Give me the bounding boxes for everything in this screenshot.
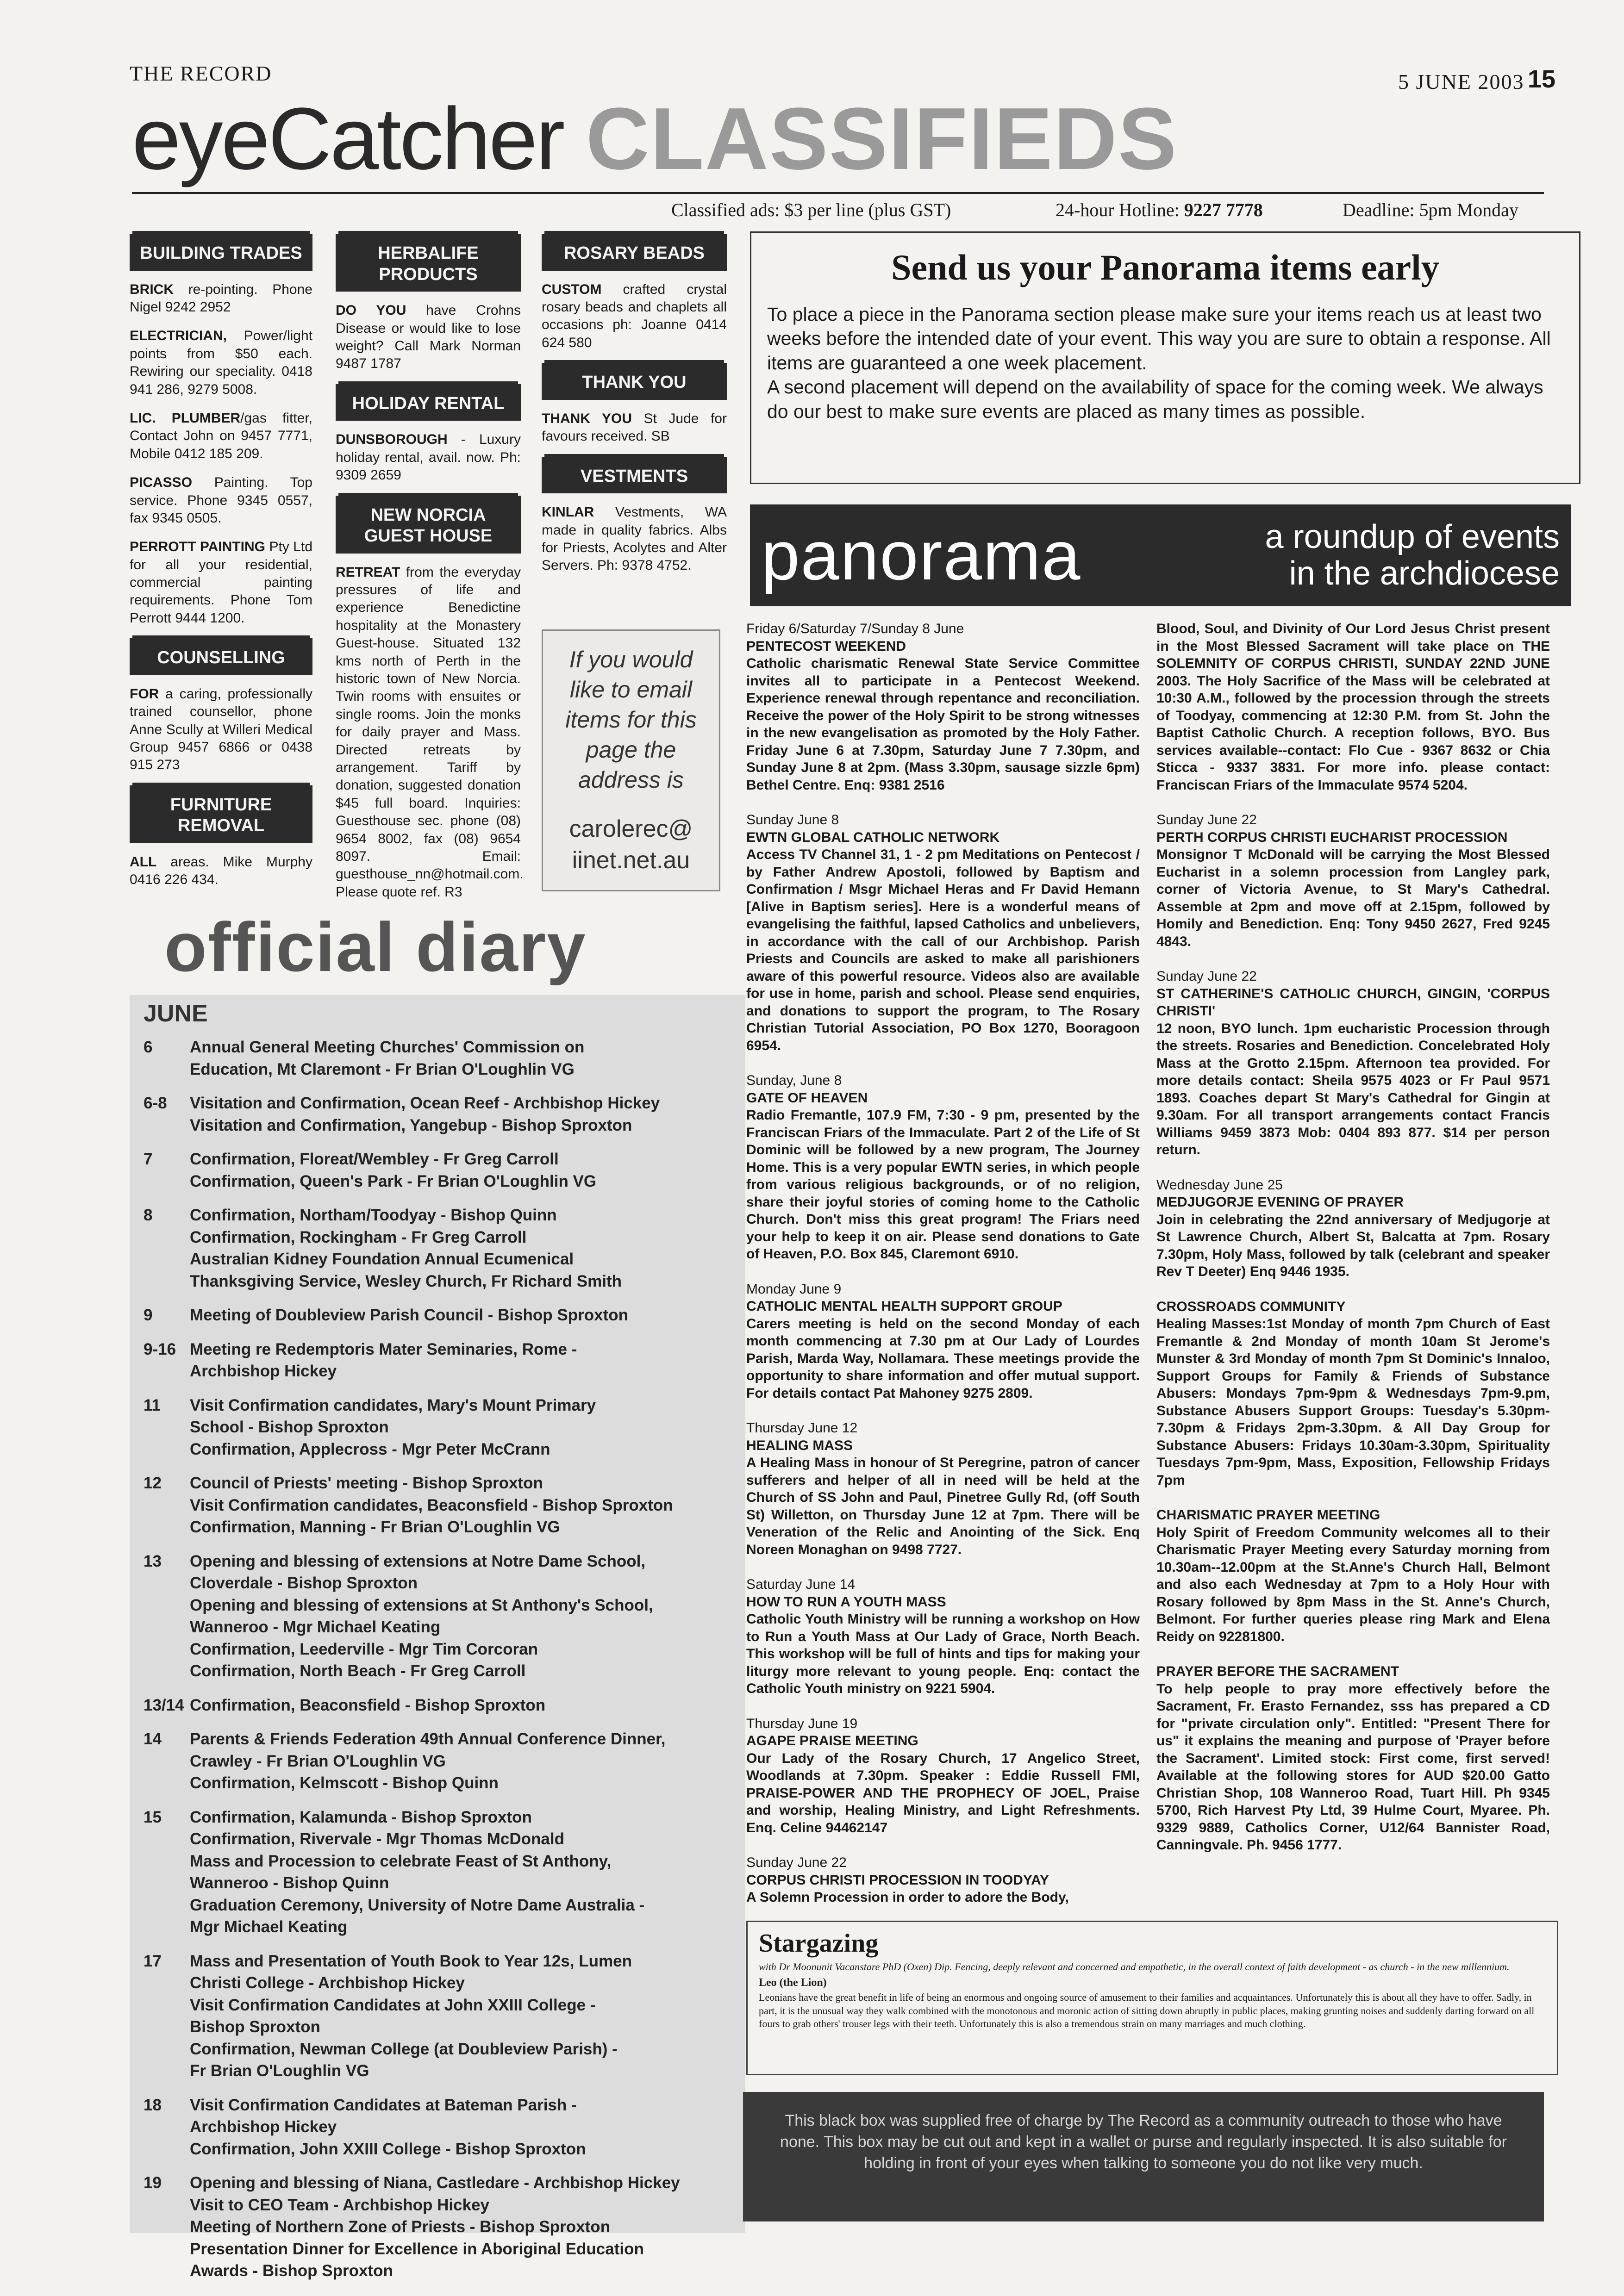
publication-name: THE RECORD <box>130 62 272 85</box>
brand-eye: eye <box>132 90 269 188</box>
ad-text: crafted crystal rosary beads and chaplets all occasions ph: Joanne 0414 624 580 <box>542 281 727 350</box>
ad-text: St Jude for favours received. SB <box>542 411 727 444</box>
event-date: Sunday June 22 <box>1156 969 1257 984</box>
diary-line: Visit Confirmation candidates, Mary's Mount Primary <box>190 1396 596 1414</box>
panorama-event <box>746 1854 1140 1906</box>
diary-line: Confirmation, Kelmscott - Bishop Quinn <box>190 1774 499 1792</box>
diary-line: Australian Kidney Foundation Annual Ecumenical <box>190 1250 574 1268</box>
event-title: GATE OF HEAVEN <box>746 1090 868 1106</box>
event-body: Blood, Soul, and Divinity of Our Lord Jesus Christ present in the Most Blessed Sacrament will take place on THE SOLEMNITY OF CORPUS CHRISTI, SUNDAY 22ND JUNE 2003. The Holy Sacrifice of the Mass will be celebrated at 10:30 A.M., followed by the procession through the streets of Toodyay, commencing at 12:30 P.M. from St. John the Baptist Catholic Church. A reception follows, BYO. Bus services available--contact: Flo Cue - 9367 8632 or Chia Sticca - 9337 3831. For more info. please contact: Franciscan Friars of the Immaculate 9574 5204. <box>1156 621 1550 793</box>
event-title: CHARISMATIC PRAYER MEETING <box>1156 1507 1380 1523</box>
diary-line: Confirmation, Leederville - Mgr Tim Corcoran <box>190 1640 538 1658</box>
ad-text: re-pointing. Phone Nigel 9242 2952 <box>130 281 312 315</box>
diary-entry <box>144 1149 731 1193</box>
diary-line: Meeting re Redemptoris Mater Seminaries, Rome - <box>190 1340 577 1358</box>
diary-line: Archbishop Hickey <box>190 2118 337 2136</box>
classified-ad <box>336 564 524 901</box>
panorama-event <box>1156 1506 1550 1645</box>
panorama-notice <box>750 231 1580 484</box>
diary-day: 6 <box>144 1038 153 1056</box>
category-heading: ROSARY BEADS <box>542 234 727 271</box>
classified-ad <box>130 538 312 627</box>
category-heading: VESTMENTS <box>542 457 727 494</box>
category-heading: FURNITURE REMOVAL <box>130 785 312 843</box>
official-diary <box>130 995 745 2280</box>
event-body: 12 noon, BYO lunch. 1pm eucharistic Procession through the streets. Rosaries and Benediction. Concelebrated Holy Mass at the Grotto 2.15pm. Afternoon tea provided. For more details contact: Sheila 9575 4023 or Fr Paul 9571 1893. Coaches depart St Mary's Cathedral for Gingin at 9.30am. For all transport arrangements contact Francis Williams 9459 3873 Mob: 0404 893 877. $14 per person return. <box>1156 1020 1550 1157</box>
event-body: Monsignor T McDonald will be carrying the Most Blessed Eucharist in a solemn procession from Langley park, corner of Victoria Avenue, to St Mary's Cathedral. Assemble at 2pm and move off at 2.15pm, followed by Homily and Benediction. Enq: Tony 9450 2627, Fred 9245 4843. <box>1156 847 1550 949</box>
ad-lead: KINLAR <box>542 504 594 520</box>
panorama-event <box>1156 620 1550 794</box>
classified-ad <box>542 410 727 446</box>
diary-title: official diary <box>164 908 587 986</box>
event-date: Thursday June 12 <box>746 1420 858 1436</box>
diary-day: 13/14 <box>144 1696 184 1714</box>
diary-line: Crawley - Fr Brian O'Loughlin VG <box>190 1752 446 1770</box>
diary-line: Mgr Michael Keating <box>190 1918 348 1936</box>
diary-lines <box>190 1473 673 1539</box>
classified-ad <box>130 327 312 398</box>
diary-line: Mass and Presentation of Youth Book to Year 12s, Lumen <box>190 1952 632 1970</box>
diary-line: Annual General Meeting Churches' Commission on <box>190 1038 585 1056</box>
stargazing-sign: Leo (the Lion) <box>759 1977 827 1989</box>
diary-lines <box>190 1205 622 1293</box>
diary-entry <box>144 2172 731 2283</box>
diary-line: Visit Confirmation Candidates at John XXIII College - <box>190 1996 596 2014</box>
diary-day: 8 <box>144 1206 153 1224</box>
diary-entry <box>144 1205 731 1293</box>
masthead-rule <box>132 192 1544 194</box>
diary-line: Confirmation, Beaconsfield - Bishop Sproxton <box>190 1696 546 1714</box>
panorama-subtitle <box>1265 519 1560 592</box>
ad-text: a caring, professionally trained counsellor, phone Anne Scully at Willeri Medical Group 9457 6866 or 0438 915 273 <box>130 686 312 773</box>
diary-entry <box>144 1695 731 1717</box>
event-date: Friday 6/Saturday 7/Sunday 8 June <box>746 621 964 636</box>
page-number: 15 <box>1528 65 1556 93</box>
diary-line: Bishop Sproxton <box>190 2018 320 2036</box>
diary-day: 18 <box>144 2096 162 2114</box>
diary-line: Presentation Dinner for Excellence in Aboriginal Education <box>190 2240 644 2258</box>
diary-line: Visit Confirmation candidates, Beaconsfield - Bishop Sproxton <box>190 1496 673 1514</box>
panorama-event <box>746 1576 1140 1698</box>
classified-ad <box>130 281 312 317</box>
event-body: Carers meeting is held on the second Monday of each month commencing at 7.30 pm at Our Lady of Lourdes Parish, Marda Way, Nollamara. These meetings provide the opportunity to share information and offer mutual support. For details contact Pat Mahoney 9275 2809. <box>746 1316 1140 1401</box>
diary-lines <box>190 1551 653 1683</box>
ad-lead: DO YOU <box>336 303 406 318</box>
diary-day: 11 <box>144 1396 161 1414</box>
ad-text: Painting. Top service. Phone 9345 0557, fax 9345 0505. <box>130 475 312 526</box>
event-body: Join in celebrating the 22nd anniversary of Medjugorje at St Lawrence Church, Albert St, Balcatta at 7pm. Rosary 7.30pm, Holy Mass, followed by talk (celebrant and speaker Rev T Deeter) Enq 9446 1935. <box>1156 1212 1550 1279</box>
event-date: Sunday June 8 <box>746 812 839 828</box>
panorama-event <box>1156 1663 1550 1854</box>
notice-paragraph-1: To place a piece in the Panorama section please make sure your items reach us at least two weeks before the intended date of your event. This way you are sure to obtain a response. All items are guaranteed a one week placement. <box>767 304 1551 373</box>
category-heading: NEW NORCIA GUEST HOUSE <box>336 496 521 554</box>
diary-lines <box>190 2095 586 2161</box>
event-date: Sunday June 22 <box>1156 812 1257 828</box>
stargazing-title: Stargazing <box>759 1929 879 1958</box>
hotline <box>1056 199 1263 221</box>
panorama-subtitle-2: in the archdiocese <box>1289 555 1560 592</box>
issue-date: 5 JUNE 2003 <box>1398 70 1524 93</box>
diary-line: Graduation Ceremony, University of Notre Dame Australia - <box>190 1896 645 1914</box>
diary-line: Cloverdale - Bishop Sproxton <box>190 1574 418 1592</box>
event-title: EWTN GLOBAL CATHOLIC NETWORK <box>746 829 1000 845</box>
email-address[interactable]: carolerec@ iinet.net.au <box>569 815 693 874</box>
panorama-subtitle-1: a roundup of events <box>1265 518 1560 555</box>
event-date: Monday June 9 <box>746 1281 842 1297</box>
ad-lead: FOR <box>130 686 159 702</box>
diary-entry <box>144 1339 731 1383</box>
panorama-event <box>746 1715 1140 1837</box>
diary-day: 15 <box>144 1808 162 1826</box>
brand-catcher: Catcher <box>268 90 563 188</box>
category-heading: HERBALIFE PRODUCTS <box>336 234 521 292</box>
diary-line: Confirmation, Rivervale - Mgr Thomas McDonald <box>190 1830 564 1848</box>
diary-entry <box>144 1551 731 1683</box>
diary-lines <box>190 1729 666 1795</box>
classified-ad <box>336 302 521 373</box>
diary-line: Opening and blessing of extensions at Notre Dame School, <box>190 1552 646 1570</box>
diary-entry <box>144 1395 731 1461</box>
panorama-event <box>1156 1298 1550 1489</box>
event-title: MEDJUGORJE EVENING OF PRAYER <box>1156 1195 1404 1210</box>
diary-line: Confirmation, Rockingham - Fr Greg Carroll <box>190 1228 527 1246</box>
event-body: Catholic Youth Ministry will be running a workshop on How to Run a Youth Mass at Our Lady of Grace, North Beach. This workshop will be full of hints and tips for making your liturgy more relevant to young people. Enq: contact the Catholic Youth ministry on 9221 5904. <box>746 1612 1140 1696</box>
classified-ad <box>130 853 312 889</box>
ad-text: areas. Mike Murphy 0416 226 434. <box>130 854 312 888</box>
diary-line: Wanneroo - Mgr Michael Keating <box>190 1618 441 1636</box>
ad-text: - Luxury holiday rental, avail. now. Ph: 9309 2659 <box>336 432 521 483</box>
panorama-header <box>750 504 1571 606</box>
diary-entry <box>144 1729 731 1795</box>
diary-lines <box>190 1695 545 1717</box>
ad-text: Power/light points from $50 each. Rewiring our speciality. 0418 941 286, 9279 5008. <box>130 328 312 397</box>
diary-line: Education, Mt Claremont - Fr Brian O'Loughlin VG <box>190 1060 575 1078</box>
classifieds-col1 <box>130 234 312 900</box>
event-title: HOW TO RUN A YOUTH MASS <box>746 1594 946 1610</box>
diary-lines <box>190 1395 596 1461</box>
diary-day: 17 <box>144 1952 162 1970</box>
diary-line: Visit Confirmation Candidates at Bateman Parish - <box>190 2096 577 2114</box>
diary-line: Opening and blessing of extensions at St Anthony's School, <box>190 1596 653 1614</box>
diary-entry <box>144 2095 731 2161</box>
panorama-event <box>1156 1176 1550 1281</box>
diary-line: Confirmation, North Beach - Fr Greg Carroll <box>190 1662 526 1680</box>
event-date: Sunday June 22 <box>746 1855 847 1870</box>
diary-line: Visitation and Confirmation, Yangebup - Bishop Sproxton <box>190 1116 632 1134</box>
ad-text: Pty Ltd for all your residential, commercial painting requirements. Phone Tom Perrott 9444 1200. <box>130 539 313 626</box>
rate-info: Classified ads: $3 per line (plus GST) <box>671 199 951 220</box>
category-heading: THANK YOU <box>542 363 727 400</box>
diary-day: 9-16 <box>144 1340 176 1358</box>
classifieds-col3 <box>542 234 727 586</box>
diary-line: Visitation and Confirmation, Ocean Reef - Archbishop Hickey <box>190 1094 660 1112</box>
event-body: Radio Fremantle, 107.9 FM, 7:30 - 9 pm, presented by the Franciscan Friars of the Immaculate. Part 2 of the Life of St Dominic will be followed by a new program, The Journey Home. This is a very popular EWTN series, in which people from various religious backgrounds, or of no religion, share their joyful stories of coming home to the Catholic Church. Don't miss this great program! The Friars need your help to keep it on air. Please send donations to Gate of Heaven, P.O. Box 845, Claremont 6910. <box>746 1108 1140 1262</box>
ad-lead: RETREAT <box>336 564 400 580</box>
black-box <box>743 2092 1544 2221</box>
diary-line: Awards - Bishop Sproxton <box>190 2262 393 2280</box>
diary-line: Christi College - Archbishop Hickey <box>190 1974 465 1992</box>
diary-line: Fr Brian O'Loughlin VG <box>190 2062 369 2080</box>
diary-lines <box>190 1339 577 1383</box>
ad-lead: LIC. PLUMBER <box>130 410 241 426</box>
diary-day: 9 <box>144 1306 153 1324</box>
classified-ad <box>542 504 727 575</box>
ad-lead: PERROTT PAINTING <box>130 539 265 555</box>
event-title: PERTH CORPUS CHRISTI EUCHARIST PROCESSION <box>1156 829 1508 845</box>
event-date: Saturday June 14 <box>746 1577 856 1592</box>
diary-day: 14 <box>144 1730 162 1748</box>
diary-line: Confirmation, Kalamunda - Bishop Sproxton <box>190 1808 532 1826</box>
event-date: Wednesday June 25 <box>1156 1177 1283 1193</box>
event-title: PENTECOST WEEKEND <box>746 638 906 654</box>
event-body: Healing Masses:1st Monday of month 7pm Church of East Fremantle & 2nd Monday of month 10am St Jerome's Munster & 3rd Monday of month 7pm St Dominic's Innaloo, Support Groups for Family & Friends of Substance Abusers: Mondays 7pm-9pm & Wednesdays 7pm-9.pm, Substance Abusers Support Groups: Tuesday's 5.30pm-7.30pm & Fridays 2pm-3.30pm. & All Day Group for Substance Abusers: Fridays 10.30am-3.30pm, Spirituality Tuesdays 7pm-9pm, Mass, Exposition, Fellowship Fridays 7pm <box>1156 1316 1550 1488</box>
diary-line: Archbishop Hickey <box>190 1362 337 1380</box>
diary-line: Meeting of Doubleview Parish Council - Bishop Sproxton <box>190 1306 628 1324</box>
email-box-text: If you would like to email items for this page the address is <box>565 647 697 793</box>
diary-line: Mass and Procession to celebrate Feast of St Anthony, <box>190 1852 612 1870</box>
panorama-event <box>746 620 1140 794</box>
classified-ad <box>130 685 312 774</box>
diary-lines <box>190 1305 628 1327</box>
classified-ad <box>336 431 521 484</box>
diary-line: Confirmation, John XXIII College - Bishop Sproxton <box>190 2140 586 2158</box>
event-title: AGAPE PRAISE MEETING <box>746 1733 918 1748</box>
panorama-event <box>746 1419 1140 1558</box>
panorama-col-left <box>746 620 1140 1924</box>
stargazing-box <box>746 1921 1558 2075</box>
diary-entry <box>144 1473 731 1539</box>
diary-line: School - Bishop Sproxton <box>190 1418 389 1436</box>
event-date: Thursday June 19 <box>746 1716 858 1731</box>
diary-day: 19 <box>144 2174 162 2192</box>
event-body: Our Lady of the Rosary Church, 17 Angelico Street, Woodlands at 7.30pm. Speaker : Eddie Russell FMI, PRAISE-POWER AND THE PROPHECY OF JOEL, Praise and worship, Healing Ministry, and Light Refreshments. Enq. Celine 94462147 <box>746 1750 1140 1836</box>
hotline-number: 9227 7778 <box>1184 199 1263 220</box>
brand-classifieds: CLASSIFIEDS <box>586 90 1178 188</box>
ad-lead: PICASSO <box>130 475 193 491</box>
diary-lines <box>190 1149 596 1193</box>
panorama-col-right <box>1156 620 1550 1872</box>
panorama-event <box>746 811 1140 1054</box>
stargazing-text: Leonians have the great benefit in life of being an enormous and ongoing source of amusement to their families and acquaintances. Unfortunately this is about all they have to offer. Sadly, in part, it is the unusual way they walk combined with the monotonous and moronic action of sitting down abruptly in public places, making grunting noises and suddenly darting forward on all fours to grab others' trouser legs with their teeth. Unfortunately this is also a tremendous strain on many marriages and much clothing. <box>759 1991 1535 2030</box>
event-title: PRAYER BEFORE THE SACRAMENT <box>1156 1664 1399 1679</box>
event-body: Holy Spirit of Freedom Community welcomes all to their Charismatic Prayer Meeting every Saturday morning from 10.30am--12.00pm at the St.Anne's Church Hall, Belmont and also each Wednesday at 7pm to a Holy Hour with Rosary followed by 8pm Mass in the St. Anne's Church, Belmont. For further queries please ring Mark and Elena Reidy on 92281800. <box>1156 1524 1550 1644</box>
ad-lead: DUNSBOROUGH <box>336 432 448 448</box>
diary-lines <box>190 1037 584 1081</box>
notice-paragraph-2: A second placement will depend on the availability of space for the coming week. We always do our best to make sure events are placed as many times as possible. <box>767 376 1543 422</box>
event-body: Catholic charismatic Renewal State Service Committee invites all to participate in a Pentecost Weekend. Experience renewal through repentance and reconciliation. Receive the power of the Holy Spirit to be strong witnesses in the new evangelisation as promoted by the Holy Father. Friday June 6 at 7.30pm, Saturday June 7 7.30pm, and Sunday June 8 at 2pm. (Mass 3.30pm, sausage sizzle 6pm) Bethel Centre. Enq: 9381 2516 <box>746 656 1140 793</box>
diary-day: 7 <box>144 1150 153 1168</box>
diary-line: Wanneroo - Bishop Quinn <box>190 1874 389 1892</box>
diary-line: Confirmation, Northam/Toodyay - Bishop Quinn <box>190 1206 557 1224</box>
email-box <box>542 629 720 891</box>
diary-line: Meeting of Northern Zone of Priests - Bishop Sproxton <box>190 2218 611 2236</box>
ad-lead: ELECTRICIAN, <box>130 328 227 344</box>
brand-title <box>132 90 1178 188</box>
diary-entry <box>144 1093 731 1137</box>
diary-entry <box>144 1305 731 1327</box>
diary-month: JUNE <box>144 1000 208 1027</box>
diary-line: Thanksgiving Service, Wesley Church, Fr Richard Smith <box>190 1272 622 1290</box>
ad-lead: THANK YOU <box>542 411 632 426</box>
diary-line: Confirmation, Newman College (at Doubleview Parish) - <box>190 2040 618 2058</box>
diary-line: Parents & Friends Federation 49th Annual Conference Dinner, <box>190 1730 666 1748</box>
event-title: HEALING MASS <box>746 1437 853 1453</box>
event-date: Sunday, June 8 <box>746 1073 842 1088</box>
event-title: ST CATHERINE'S CATHOLIC CHURCH, GINGIN, 'CORPUS CHRISTI' <box>1156 986 1550 1019</box>
diary-day: 12 <box>144 1474 162 1492</box>
event-body: Access TV Channel 31, 1 - 2 pm Meditations on Pentecost / by Father Andrew Apostoli, followed by Baptism and Confirmation / Msgr Michael Heras and Fr David Hemann [Alive in Baptism series]. Here is a wonderful means of evangelising the faithful, lapsed Catholics and unbelievers, in accordance with the call of our Archbishop. Parish Priests and Councils are asked to make all parishioners aware of this powerful resource. Videos also are available for use in home, parish and school. Please send enquiries, and donations to support the program, to The Rosary Christian Tutorial Association, PO Box 1270, Booragoon 6954. <box>746 847 1140 1053</box>
ad-text: from the everyday pressures of life and experience Benedictine hospitality at the Monastery Guest-house. Situated 132 kms north of Perth in the historic town of New Norcia. Twin rooms with ensuites or single rooms. Join the monks for daily prayer and Mass. Directed retreats by arrangement. Tariff by donation, suggested donation $45 full board. Inquiries: Guesthouse sec. phone (08) 9654 8002, fax (08) 9654 8097. Email: guesthouse_nn@hotmail.com. Please quote ref. R3 <box>336 564 524 900</box>
category-heading: BUILDING TRADES <box>130 234 312 271</box>
diary-entry <box>144 1037 731 1081</box>
diary-day: 13 <box>144 1552 162 1570</box>
ad-lead: CUSTOM <box>542 281 602 297</box>
event-body: To help people to pray more effectively before the Sacrament, Fr. Erasto Fernandez, sss has prepared a CD for "private circulation only". Entitled: "Present There for us" it explains the meaning and purpose of 'Prayer before the Sacrament'. Limited stock: First come, first served! Available at the following stores for AUD $20.00 Gatto Christian Shop, 108 Wanneroo Road, Tuart Hill. Ph 9345 5700, Rich Harvest Pty Ltd, 39 Hulme Court, Myaree. Ph. 9329 9889, Catholics Corner, U12/64 Bannister Road, Canningvale. Ph. 9456 1777. <box>1156 1681 1550 1853</box>
diary-line: Confirmation, Floreat/Wembley - Fr Greg Carroll <box>190 1150 559 1168</box>
diary-line: Confirmation, Queen's Park - Fr Brian O'Loughlin VG <box>190 1172 597 1190</box>
diary-lines <box>190 1951 632 2083</box>
event-title: CORPUS CHRISTI PROCESSION IN TOODYAY <box>746 1872 1049 1888</box>
panorama-event <box>1156 968 1550 1159</box>
diary-entry <box>144 1807 731 1939</box>
event-title: CATHOLIC MENTAL HEALTH SUPPORT GROUP <box>746 1299 1062 1314</box>
panorama-title: panorama <box>761 516 1081 594</box>
ad-text: Vestments, WA made in quality fabrics. Albs for Priests, Acolytes and Alter Servers. Ph: 9378 4752. <box>542 504 727 573</box>
diary-line: Visit to CEO Team - Archbishop Hickey <box>190 2196 490 2214</box>
classified-ad <box>542 281 727 352</box>
event-body: A Solemn Procession in order to adore the Body, <box>746 1890 1069 1905</box>
diary-line: Council of Priests' meeting - Bishop Sproxton <box>190 1474 543 1492</box>
event-body: A Healing Mass in honour of St Peregrine, patron of cancer sufferers and helper of all in need will be held at the Church of SS John and Paul, Pinetree Gully Rd, (off South St) Willetton, on Thursday June 12 at 7pm. There will be Veneration of the Relic and Anointing of the Sick. Enq Noreen Monaghan on 9498 7727. <box>746 1455 1140 1557</box>
ad-text: have Crohns Disease or would like to lose weight? Call Mark Norman 9487 1787 <box>336 303 521 372</box>
classified-ad <box>130 474 312 527</box>
ad-lead: BRICK <box>130 281 174 297</box>
notice-title: Send us your Panorama items early <box>891 247 1439 287</box>
diary-line: Confirmation, Manning - Fr Brian O'Loughlin VG <box>190 1518 560 1536</box>
panorama-event <box>746 1281 1140 1402</box>
hotline-label: 24-hour Hotline: <box>1056 199 1180 220</box>
ad-lead: ALL <box>130 854 157 870</box>
diary-lines <box>190 2172 680 2283</box>
classifieds-col2 <box>336 234 524 912</box>
diary-day: 6-8 <box>144 1094 167 1112</box>
ad-text: /gas fitter, Contact John on 9457 7771, Mobile 0412 185 209. <box>130 410 312 461</box>
classified-ad <box>130 410 312 463</box>
stargazing-byline: with Dr Moonunit Vacanstare PhD (Oxen) Dip. Fencing, deeply relevant and concerned and empathetic, in the overall context of faith development - as church - in the new millennium. <box>759 1961 1510 1972</box>
panorama-event <box>1156 811 1550 950</box>
category-heading: HOLIDAY RENTAL <box>336 384 521 421</box>
diary-lines <box>190 1093 660 1137</box>
panorama-event <box>746 1072 1140 1263</box>
event-title: CROSSROADS COMMUNITY <box>1156 1299 1346 1314</box>
diary-line: Confirmation, Applecross - Mgr Peter McCrann <box>190 1440 550 1458</box>
diary-line: Opening and blessing of Niana, Castledare - Archbishop Hickey <box>190 2174 680 2192</box>
black-box-text: This black box was supplied free of charge by The Record as a community outreach to those who have none. This box may be cut out and kept in a wallet or purse and regularly inspected. It is also suitable for holding in front of your eyes when talking to someone you do not like very much. <box>780 2112 1507 2172</box>
diary-lines <box>190 1807 644 1939</box>
category-heading: COUNSELLING <box>130 638 312 675</box>
diary-entry <box>144 1951 731 2083</box>
deadline: Deadline: 5pm Monday <box>1343 199 1518 220</box>
